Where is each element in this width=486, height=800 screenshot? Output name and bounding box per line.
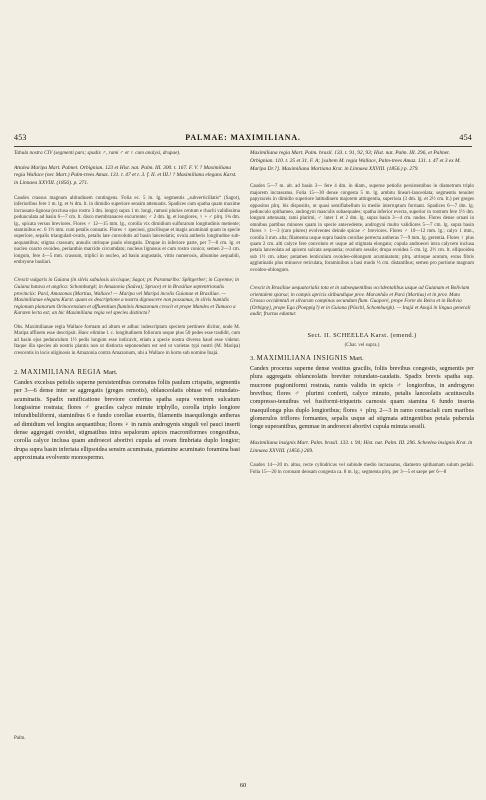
species-number: 3.: [250, 355, 255, 363]
species-name: MAXIMILIANA INSIGNIS: [256, 355, 348, 363]
species-description: Caudex crassus magnum altitudinem contingens. Folia ec. 5 m. lg. segmentis „subverticillatis“ (Sagot), inferioribus fere 1 m. lg. et ¾ dm. lt. in dimidio superiore sensim attenuatis. Spadices cum spatha quam maxime incrassato-lignosa (exclusa ejus rostro 3 dm. longo) supra 1 m. longi, ramosi pluries centum e rhachi validissima pedunculata ad basin 6—7 cm. lt. disco membranaceo excurrente; ♂ 2 dm. lg. et longiores, ♀ + ♂ plrq. 1¾ dm. lg., spicata versus breviores. Flores ♂ 12—15 mm. lg., corolla vix dimidium sulfurarum longitudinis metiente; staminibus ec. 6 1½ mm. cum petalis connatis. Flores ♀ speciosi, gracilisque et magis acuminati quam in specie superiore, sepalis triangulari-ovatis, petalis late convolutis ad basin lanceolatis; ovula antheris longitudine sub-aequantibus; stigma crassum; annulis utrinque paulo elongatis. Drupae in inferiore parte, per 7—8 cm. lg. et nucleo coacto ovoideo, perianthio marcido circumdato; nucleus lignosus et cum rostro conico; semen 2—3 cm. longum, fere 4—5 mm. crassum, triplici in nucleo, ad basin angustatis, vittis numerosis, albumine aequabili, embryone basilari.: [14, 195, 240, 266]
section-subtitle: (Char. vel supra.): [344, 343, 380, 349]
species-diagnosis: Candex procerus superne dense vestitus gracilis, foliis brevibus congestis, segmentis per plura aggregatis oblanceolatis breviter rotundato-caudatis. Spadix brevis spatha sup. mucrone pugioniformi rostrata, ramis validis in spicis ♂ longioribus, in androgyno brevibus; flores ♂ plurimi conferti, calyce minuto, petalis lanceolatis acutiusculis compresso-tenuibus vel fusiformi-triquetris carnosis quam stamina 6 fundo inserta inaequilonga plus duplo longioribus; flores ♀ plrq. 2—3 in ramo connaciali cum maribus glomerulos triflores formantes, sepalis usque ad stigmata attingentibus petala puberula longe superantibus, gemmae in androecei abortivi cupula minuta sessili.: [250, 366, 474, 431]
section-author: Karst. (emend.): [370, 332, 417, 340]
species-heading: [14, 368, 240, 377]
species-heading: [250, 354, 474, 363]
running-title: PALMAE: MAXIMILIANA.: [185, 133, 301, 142]
species-description: Caudex 5—7 m. alt. ad basin 3— fere 4 dm. in diam., superne petiolis persistentibus in diametrum triplo majorem incrassatus. Folia 15—30 dense congesta 5 m. lg. ambitu lineari-lanceolata; segmentis tenuiter papyraceis in dimidio superiore latitudinem majorem attingentia, superiora (3 dm. lg. et 2½ cm. lt.) per greges oppositos plrq. bis dispositis, ut quasi semiflabellum in medio interruptum formant. Spadices 6—7 dm. lg. pedunculo spithameo, androgyni masculis subaequales; spatha inferior evecta, superior in rostrum fere 1½ dm. longum attenuata; rami plurimi, ♂ inter 1 et 2 dm. lg. supra basin 3—4 cm. nudos. Flores dense ornati in omnibus partibus minores quam in specie antecedente, androgyni multo validiores 5—7 cm. lg. supra basin flores ♀ 1—3 (raro plures) evolventes deinde spicae ♂ breviores. Flores ♂ 10—12 mm. lg.; calyx 1 mm., corolla 3 mm. alta; filamenta usque supra basim corollae perrecta antheras 7—9 mm. lg. gerentia. Flores ♀ plus quam 2 cm. alti calyce fere convoluto et usque ad stigmata elongato; cupula androecei intra calycem inclusa petala lanceolata ad apicem sulcata aequantia; ovarium sessile; drupa ovoidea 5 cm. lg. 2½ cm. lt. ellipsoidea sub 1½ cm. altae; putamen lenticulum ovoideo-oblongum acuminatum; plrq. utrinque acutum, extus fibris agglutinatis plus minusve reticulata, foraminibus a basi modo ⅓ cm. distantibus; semen pro portione magnum ovoideo-oblongum.: [250, 184, 474, 273]
species-description: Caudex 14—20 m. altus, recte cylindricus vel subinde medio incrassatus, diametro spithamam sulum pedali. Folia 15—20 in coronam densam congesta ca. 8 m. lg.; segmenta plrq. per 3—5 et saepe per 6—8: [250, 463, 474, 475]
species-author: Mart.: [349, 355, 364, 363]
species-diagnosis: Candex excelsus petiolis superne persistentibus coronatus foliis paulum crispatis, segmentis per 3—6 dense inter se aggregatis (greges remotis), oblanceolatis obtuse vel rotundato-acuminatis. Spadix ramificatione breviore confertus spatha supra ventrem sulcatum longissime rostrata; flores ♂ graciles calyce minute triphyllo, corolla triplo longiore infundibuliformi, staminibus 6 e fundo corollae exsertis, filamentis inaequilongis antheras ad dimidium vel longius aequantibus; flores ♀ in ramis androgynis singuli vel pauci inserti dense aggregati ovoidei, stigmatibus intra sepalorum apices macroniformes congestibus, corolla calyce inclusa quam androecei abortivi cupula ad ovam fimbriata duplo longior; drupa supra basin inferiata ellipsoidea sensim acuminata, putamine acuminato foramina basi approximata evolvente monospermo.: [14, 380, 240, 462]
right-column: [250, 150, 474, 780]
distribution-note: Crescit in Brasiliae aequatorialis tota et in subsequentibus occidentalibus usque ad Guianam et Boliviam orientalem sparsa; in campis apricis sitibundique prov. Maranhão et Pará (Martius) et in prov. Mato Grosso occidentali et silvarum campinas secundum flum. Guaporé, prope Forte do Beira et in Bolivia (Orbigny), prope Ega (Poeppig?) et in Guiana (Pöschl, Schomburgk). — Inajá et Anajá in lingua generali audit; fructus eduntur.: [250, 285, 471, 318]
synonymy: Attalea Maripa Mart. Palmet. Orbignian. 123 et Hist. nat. Palm. III. 300. t. 167. F. V. ? Maximiliana regia Wallace (nec Mart.) Palm-trees Amaz. 131. t. 47 et t. 3. f. II. et III.! ? Maximiliana elegans Karst. in Linnaea XXVIII. (1856). p. 271.: [14, 164, 237, 187]
distribution-note: Crescit vulgaris in Guiana (in silvis sabulosis siccisque; Sagot; pr. Paramaribo: Splitgerber; in Cayenne; in Guiana batava et anglica: Schomburgk; in Amazonia (Saûva); Spruce) et in Brasiliae septentrionalis provinciis: Pará, Amazonas (Martius, Wallace! — Maripa vel Maripá incolis Guianae et Brasiliae. — Maximilianae elegans Karst. quam ex descriptione a nostra dignoscere non possumus, in silvis humidis regionum planarum Orinocensium et affluentium fluminis Amazonum crescit et prope Mandes et Tumaco a Karsten lecta est; an hic Maximiliana regia vel species distincta?: [14, 277, 240, 317]
page-number-right: 454: [459, 133, 472, 142]
species-author: Mart.: [103, 369, 118, 377]
left-column: [14, 150, 240, 790]
plate-caption: Tabula nostra CIV (segmenti pars; spadix ♂, rami ♂ et ♀ cum analysi, drupae).: [14, 150, 181, 156]
running-header: [14, 133, 472, 145]
header-rule: [14, 146, 472, 147]
synonymy: Maximiliana regia Mart. Palm. brasil. 133. t. 91, 92, 93; Hist. nat. Palm. III. 296, et Palmet. Orbignian. 110. t. 25 et 31. F. A; [saltem M. regia Wallace, Palm-trees Amaz. 131. t. 47 et 3 ex M. Maripa Dr.?]. Maximiliana Martiana Krst. in Linnaea XXVIII. (1856.) p. 279.: [250, 150, 461, 172]
species-number: 2.: [14, 369, 19, 377]
section-title: Sect. II. SCHEELEA: [307, 332, 369, 340]
footer-label: Palm.: [14, 736, 26, 741]
signature-mark: 60: [239, 782, 247, 789]
section-heading: [250, 332, 474, 340]
page-number-left: 453: [14, 133, 27, 142]
observation-note: Obs. Maximilianae regia Wallace formam ad altum et adhuc indescriptam speciem pertinere dicitur, unde M. Maripa affinem esse descripsit. Hanc elimine l. c. longitudinem foliorum usque plus 50 pedes esse tradidit, cum ad basin ejus pedunculum 1½ pedis longum esse indicavit, etiam a specie nostra diversa haud esse videtur. Itaque illa species ab nostris plantis non ut distincta seponendum est sed ut varietas typi nostri (M. Maripa) crescentis in locis uliginosis in Amazonia contra Amazonum, ubi a Wallace in horto sub nomine Inajá.: [14, 325, 240, 356]
species-name: MAXIMILIANA REGIA: [20, 369, 102, 377]
synonymy: Maximiliana insignis Mart. Palm. brasil. 133. t. 94; Hist. nat. Palm. III. 296. Scheelea insignis Krst. in Linnaea XXVIII. (1856.) 269.: [250, 439, 473, 454]
